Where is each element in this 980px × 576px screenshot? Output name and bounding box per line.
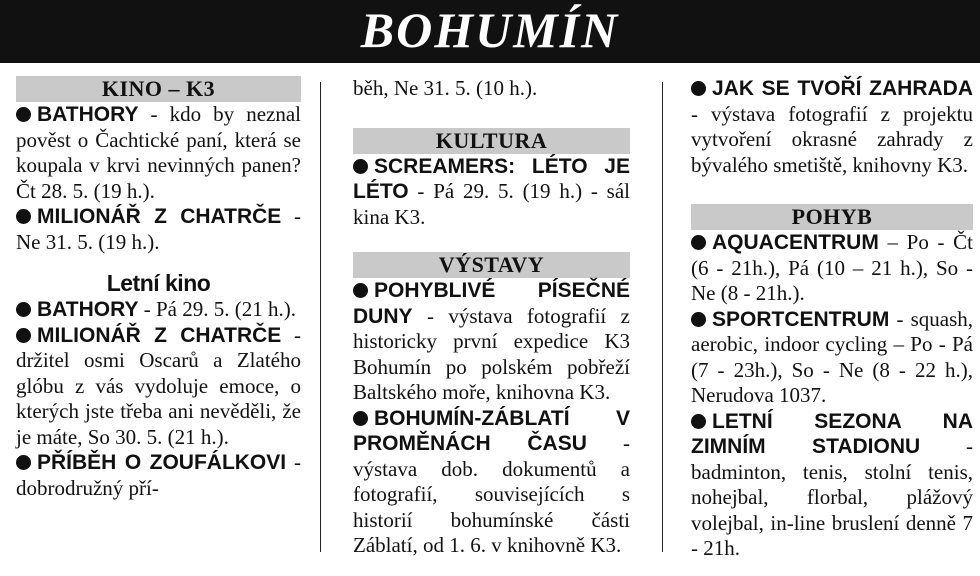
bullet-icon — [16, 302, 31, 317]
bullet-icon — [353, 411, 368, 426]
column-2 — [353, 72, 630, 559]
listing-item: SPORTCENTRUM - squash, aerobic, indoor cycling – Po - Pá (7 - 23h.), So - Ne (8 - 22 h.), Nerudova 1037. — [691, 306, 973, 407]
bullet-icon — [16, 328, 31, 343]
section-heading-kino: KINO – K3 — [16, 76, 301, 102]
column-divider — [662, 82, 663, 552]
page-title: BOHUMÍN — [360, 2, 620, 58]
bullet-icon — [691, 81, 706, 96]
bullet-icon — [691, 312, 706, 327]
listing-item: MILIONÁŘ Z CHATRČE - držitel osmi Oscarů a Zlatého glóbu z vás vydoluje emoce, o kterých jste třeba ani nevěděli, že je máte, So 30. 5. (21 h.). — [16, 322, 301, 449]
listing-item: BOHUMÍN-ZÁBLATÍ V PROMĚNÁCH ČASU - výstava dob. dokumentů a fotografií, souvisejících s historií bohumínské části Záblatí, od 1. 6. v knihovně K3. — [353, 406, 630, 557]
header-rule — [0, 60, 980, 63]
bullet-icon — [691, 414, 706, 429]
listing-item: BATHORY - Pá 29. 5. (21 h.). — [16, 297, 301, 323]
listing-item: BATHORY - kdo by neznal pověst o Čachtické paní, která se koupala v krvi nevinných panen? Čt 28. 5. (19 h.). — [16, 102, 301, 203]
section-heading-pohyb: POHYB — [691, 204, 973, 230]
listing-item: PŘÍBĚH O ZOUFÁLKOVI - dobrodružný pří- — [16, 450, 301, 500]
listing-item: MILIONÁŘ Z CHATRČE - Ne 31. 5. (19 h.). — [16, 204, 301, 254]
section-heading-vystavy: VÝSTAVY — [353, 252, 630, 278]
bullet-icon — [16, 455, 31, 470]
title-banner — [0, 0, 980, 60]
bullet-icon — [353, 159, 368, 174]
column-1 — [16, 72, 301, 501]
column-3 — [691, 72, 973, 562]
listing-item: LETNÍ SEZONA NA ZIMNÍM STADIONU - badminton, tenis, stolní tenis, nohejbal, florbal, plážový volejbal, in-line bruslení denně 7 - 21h. — [691, 409, 973, 560]
bullet-icon — [16, 107, 31, 122]
listing-item: SCREAMERS: LÉTO JE LÉTO - Pá 29. 5. (19 h.) - sál kina K3. — [353, 154, 630, 229]
bullet-icon — [16, 209, 31, 224]
section-heading-kultura: KULTURA — [353, 128, 630, 154]
section-heading-letni-kino: Letní kino — [106, 270, 211, 296]
column-divider — [320, 82, 321, 552]
continued-text: běh, Ne 31. 5. (10 h.). — [353, 76, 538, 100]
listing-item: POHYBLIVÉ PÍSEČNÉ DUNY - výstava fotografií z historicky první expedice K3 Bohumín po polském pobřeží Baltského moře, knihovna K3. — [353, 279, 630, 404]
listing-item: AQUACENTRUM – Po - Čt (6 - 21h.), Pá (10 – 21 h.), So - Ne (8 - 21h.). — [691, 230, 973, 305]
listing-item: JAK SE TVOŘÍ ZAHRADA - výstava fotografií z projektu vytvoření okrasné zahrady z bývalého smetiště, knihovny K3. — [691, 77, 973, 177]
bullet-icon — [353, 283, 368, 298]
bullet-icon — [691, 235, 706, 250]
